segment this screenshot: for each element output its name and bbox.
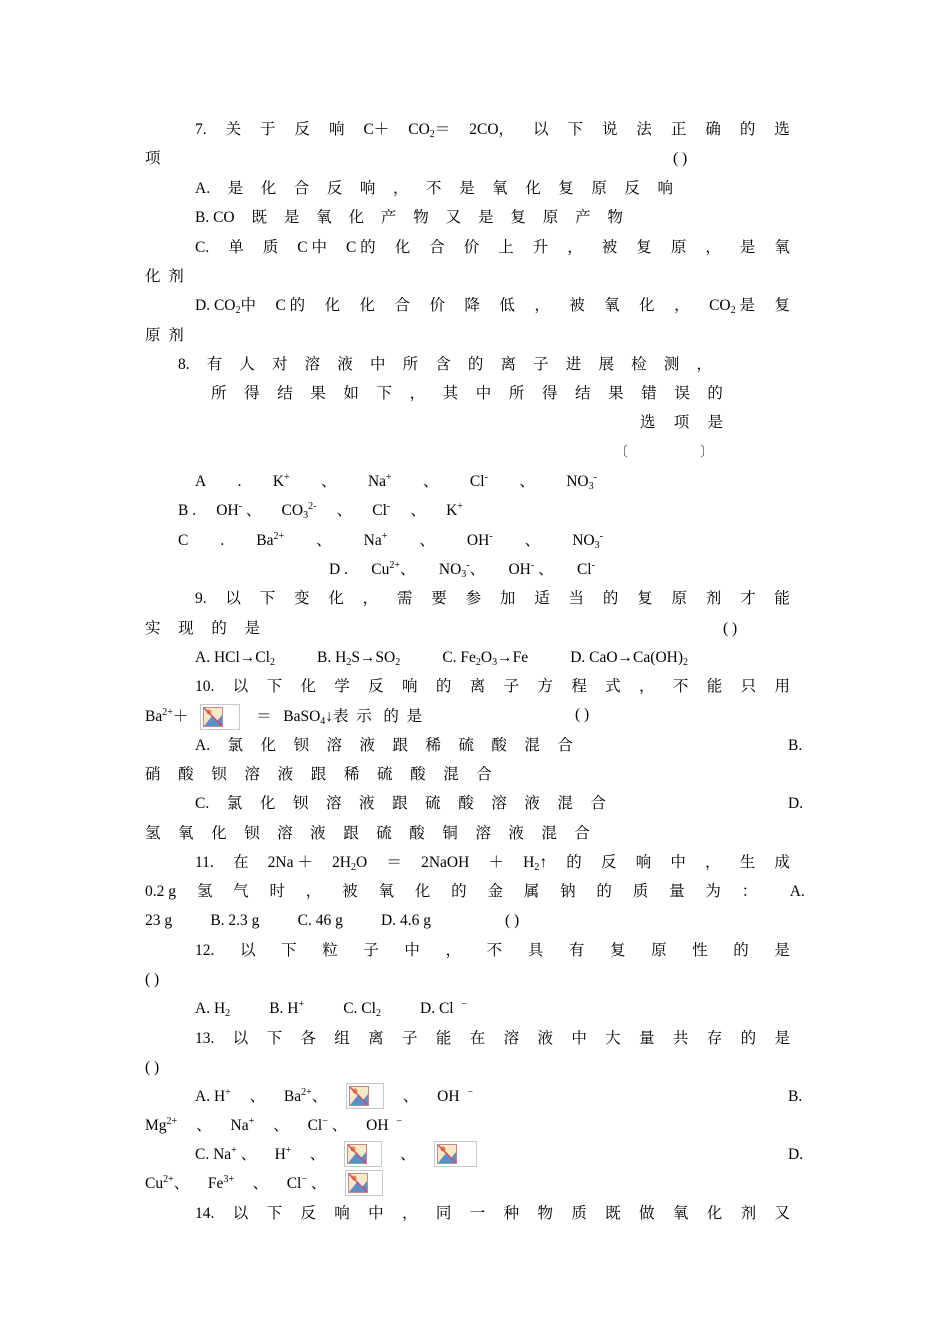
q7-option-d: D. CO2中 C 的 化 化 合 价 降 低 ， 被 氧 化 ， CO2 是 复 bbox=[195, 297, 790, 316]
q11-stem: 11. 在 2Na ＋ 2H2O ＝ 2NaOH ＋ H2↑ 的 反 响 中 ， 生 成 bbox=[195, 854, 790, 873]
q8-stem-2: 所 得 结 果 如 下 ， 其 中 所 得 结 果 错 误 的 bbox=[211, 385, 723, 402]
q13-option-d-label: D. bbox=[788, 1146, 804, 1163]
q7-stem: 7. 关 于 反 响 C＋ CO2＝ 2CO， 以 下 说 法 正 确 的 选 bbox=[195, 121, 790, 140]
q13-paren: ( ) bbox=[145, 1059, 160, 1076]
image-placeholder-icon bbox=[344, 1141, 382, 1167]
q7-option-c: C. 单 质 C 中 C 的 化 合 价 上 升 ， 被 复 原 ， 是 氧 bbox=[195, 239, 790, 256]
q8-option-a: A . K+ 、 Na+ 、 Cl- 、 NO3- bbox=[195, 472, 597, 492]
q8-stem-3: 选 项 是 bbox=[640, 414, 723, 431]
q9-stem-cont: 实 现 的 是 ( ) bbox=[145, 620, 738, 637]
q13-option-d: $Cu^{2+}$、 $Fe^{3+}$ 、 Cl− 、 bbox=[145, 1170, 383, 1198]
q11-stem-cont: 0.2 g 氢 气 时 ， 被 氧 化 的 金 属 钠 的 质 量 为 ： A. bbox=[145, 883, 805, 900]
q7-option-c-cont: 化 剂 bbox=[145, 268, 184, 285]
image-placeholder-icon bbox=[200, 704, 240, 730]
q12-options: A. H2 B. H+ C. Cl2 D. Cl − bbox=[195, 999, 467, 1019]
q10-option-d-label: D. bbox=[788, 795, 804, 812]
q11-options: 23 g B. 2.3 g C. 46 g D. 4.6 g ( ) bbox=[145, 912, 520, 929]
q13-option-a: A. H+ 、 $Ba^{2+}$、 、 OH − bbox=[195, 1083, 473, 1111]
q7-option-d-cont: 原 剂 bbox=[145, 327, 184, 344]
image-placeholder-icon bbox=[345, 1170, 383, 1196]
q13-option-b: $Mg^{2+}$ 、 Na+ 、 Cl− 、 OH − bbox=[145, 1116, 402, 1134]
image-placeholder-icon bbox=[346, 1083, 384, 1109]
q10-stem: 10. 以 下 化 学 反 响 的 离 子 方 程 式 ， 不 能 只 用 bbox=[195, 678, 790, 695]
q8-option-d: D . $Cu^{2+}$、 NO3-、 OH- 、 Cl- bbox=[329, 560, 595, 580]
q14-stem: 14. 以 下 反 响 中 ， 同 一 种 物 质 既 做 氧 化 剂 又 bbox=[195, 1205, 790, 1222]
q8-stem: 8. 有 人 对 溶 液 中 所 含 的 离 子 进 展 检 测 ， bbox=[178, 356, 712, 373]
q12-paren: ( ) bbox=[145, 971, 160, 988]
q10-option-c: C. 氯 化 钡 溶 液 跟 硫 酸 溶 液 混 合 bbox=[195, 795, 606, 812]
q8-option-c: C . $Ba^{2+}$ 、 Na+ 、 OH- 、 NO3- bbox=[178, 531, 603, 551]
q7-stem-cont: 项 ( ) bbox=[145, 150, 688, 167]
q10-stem-cont: $Ba^{2+}+$ ＝ BaSO4↓表 示 的 是 ( ) bbox=[145, 704, 805, 726]
q13-stem: 13. 以 下 各 组 离 子 能 在 溶 液 中 大 量 共 存 的 是 bbox=[195, 1030, 790, 1047]
image-placeholder-icon bbox=[434, 1141, 477, 1167]
q10-option-b: 硝 酸 钡 溶 液 跟 稀 硫 酸 混 合 bbox=[145, 766, 492, 783]
q10-option-b-label: B. bbox=[788, 737, 803, 754]
q13-option-c: C. Na+ 、 H+ 、 、 bbox=[195, 1141, 477, 1169]
q13-option-b-label: B. bbox=[788, 1088, 803, 1105]
q9-stem: 9. 以 下 变 化 ， 需 要 参 加 适 当 的 复 原 剂 才 能 bbox=[195, 590, 790, 607]
q8-option-b: B . OH- 、 $CO3^{2-}$ 、 Cl- 、 K+ bbox=[178, 501, 463, 521]
q9-options: A. HCl→Cl2 B. H2S→SO2 C. Fe2O3→Fe D. CaO→Ca(OH)2 bbox=[195, 649, 688, 668]
q7-option-b: B. CO 既 是 氧 化 产 物 又 是 复 原 产 物 bbox=[195, 209, 623, 226]
q7-option-a: A. 是 化 合 反 响 ， 不 是 氧 化 复 原 反 响 bbox=[195, 180, 673, 197]
q10-option-a: A. 氯 化 钡 溶 液 跟 稀 硫 酸 混 合 bbox=[195, 737, 573, 754]
q12-stem: 12. 以 下 粒 子 中 ， 不 具 有 复 原 性 的 是 bbox=[195, 942, 790, 959]
q10-option-d: 氢 氧 化 钡 溶 液 跟 硫 酸 铜 溶 液 混 合 bbox=[145, 825, 590, 842]
q8-paren: 〔 〕 bbox=[615, 444, 713, 459]
